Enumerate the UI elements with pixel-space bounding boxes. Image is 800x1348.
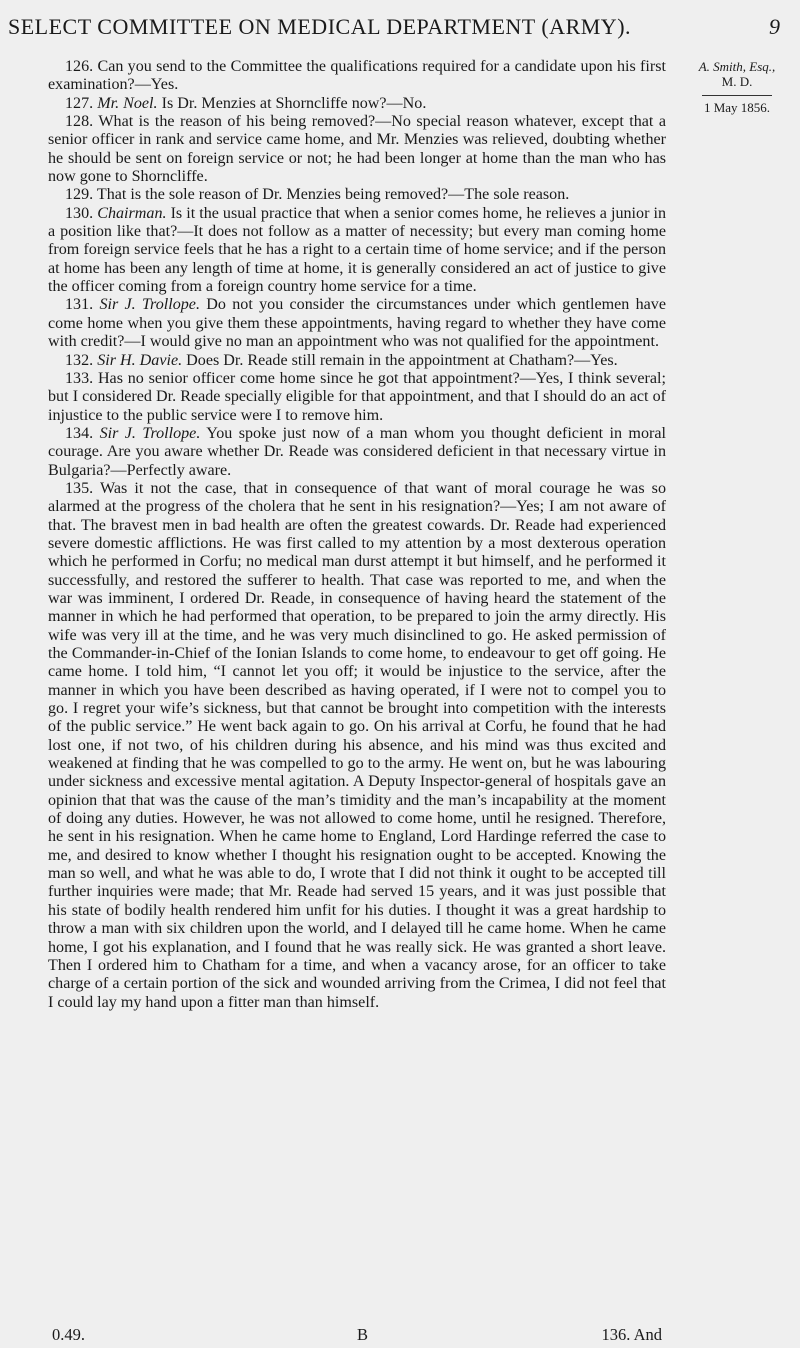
question-number: 129. [65,186,94,204]
header-title: SELECT COMMITTEE ON MEDICAL DEPARTMENT (ARMY). [8,14,632,39]
question-number: 133. [65,369,94,387]
question-text: Do not you consider the circumstances under which gentlemen have come home when you give them these appointments, having regard to whether they have come with credit?—I would give no man an appointment who was not qualified for the appointment. [48,296,666,351]
question-number: 127. [65,94,94,112]
speaker-name: Sir J. Trollope. [99,424,201,442]
question-text: You spoke just now of a man whom you thought deficient in moral courage. Are you aware whether Dr. Reade was considered deficient in that necessary virtue in Bulgaria?—Perfectly aware. [48,424,666,479]
margin-rule [702,95,772,96]
question-number: 132. [65,351,94,369]
speaker-name: Mr. Noel. [97,94,158,112]
question-text: Can you send to the Committee the qualifications required for a candidate upon his first examination?—Yes. [48,58,666,94]
question-paragraph [48,186,666,204]
question-number: 128. [65,113,94,131]
speaker-name: Sir H. Davie. [97,351,183,369]
question-number: 126. [65,58,94,75]
question-paragraph [48,113,666,186]
question-paragraph [48,58,666,95]
witness-name: A. Smith, Esq., [698,59,776,74]
question-number: 135. [65,479,94,497]
question-paragraph [48,480,666,1012]
question-number: 130. [65,204,94,222]
question-paragraph [48,296,666,351]
question-number: 131. [65,296,94,314]
question-text: Was it not the case, that in consequence of that want of moral courage he was so alarmed at the progress of the cholera that he sent in his resignation?—Yes; I am not aware of that. The bravest men in bad health are often the greatest cowards. Dr. Reade had experienced severe domestic afflictions. He was first called to my attention by a most dexterous operation which he performed in Corfu; no medical man durst attempt it but himself, and he performed it successfully, and restored the sufferer to health. That case was reported to me, and when the war was imminent, I ordered Dr. Reade, in consequence of having heard the statement of the manner in which he had performed that operation, to be prepared to join the army directly. His wife was very ill at the time, and he was very much disinclined to go. He asked permission of the Commander-in-Chief of the Ionian Islands to come home, to endeavour to get off going. He came home. I told him, “I cannot let you off; it would be injustice to the service, after the manner in which you have been described as having operated, if I were not to compel you to go. I regret your wife’s sickness, but that cannot be brought into competition with the interests of the public service.” He went back again to go. On his arrival at Corfu, he found that he had lost one, if not two, of his children during his absence, and his mind was thus excited and weakened at finding that he was compelled to go to the army. He went on, but he was labouring under sickness and excessive mental agitation. A Deputy Inspector-general of hospitals gave an opinion that that was the cause of the man’s timidity and the man’s incapability at the moment of doing any duties. However, he was not allowed to come home, until he resigned. Therefore, he sent in his resignation. When he came home to England, Lord Hardinge referred the case to me, and desired to know whether I thought his resignation ought to be accepted. Knowing the man so well, and what he was able to do, I wrote that I did not think it ought to be accepted till further inquiries were made; that Mr. Reade had served 15 years, and it was just possible that his state of bodily health rendered him unfit for his duties. I thought it was a great hardship to throw a man with six children upon the world, and I delayed till he came home. When he came home, I got his explanation, and I found that he was really sick. He was granted a short leave. Then I ordered him to Chatham for a time, and when a vacancy arose, for an officer to take charge of a certain portion of the sick and wounded arriving from the Crimea, I did not feel that I could lay my hand upon a fitter man than himself. [48,479,666,1011]
question-text: Is Dr. Menzies at Shorncliffe now?—No. [161,94,427,112]
margin-note [678,59,796,115]
question-paragraph [48,205,666,297]
question-text: Has no senior officer come home since he got that appointment?—Yes, I think several; but I considered Dr. Reade specially eligible for that appointment, and that I should do an act of injustice to the public service were I to remove him. [48,369,666,424]
page-footer [52,1325,662,1345]
question-paragraph [48,370,666,425]
footer-sheet-number: 0.49. [52,1325,85,1344]
speaker-name: Chairman. [97,204,167,222]
question-number: 134. [65,424,94,442]
footer-signature-mark: B [357,1325,369,1344]
question-text: Is it the usual practice that when a senior comes home, he relieves a junior in a position like that?—It does not follow as a matter of necessity; but every man coming home from foreign service feels that he has a right to a certain time of home service; and if the person at home has been any length of time at home, it is generally considered an act of justice to give the officer coming from a foreign country home service for a time. [48,204,666,296]
question-text: Does Dr. Reade still remain in the appointment at Chatham?—Yes. [186,351,618,369]
speaker-name: Sir J. Trollope. [99,296,200,314]
footer-catchword: 136. And [601,1325,662,1344]
question-paragraph [48,95,666,113]
question-paragraph [48,352,666,370]
running-header [8,14,780,48]
witness-date: 1 May 1856. [703,100,771,115]
page-number: 9 [769,14,780,39]
question-text: What is the reason of his being removed?—No special reason whatever, except that a senior officer in rank and service came home, and Mr. Menzies was relieved, doubting whether he should be sent on foreign service or not; he had been longer at home than the man who has now gone to Shorncliffe. [48,113,666,186]
witness-degree: M. D. [721,74,753,89]
question-paragraph [48,425,666,480]
question-text: That is the sole reason of Dr. Menzies being removed?—The sole reason. [96,186,570,204]
testimony-body [48,58,666,1012]
